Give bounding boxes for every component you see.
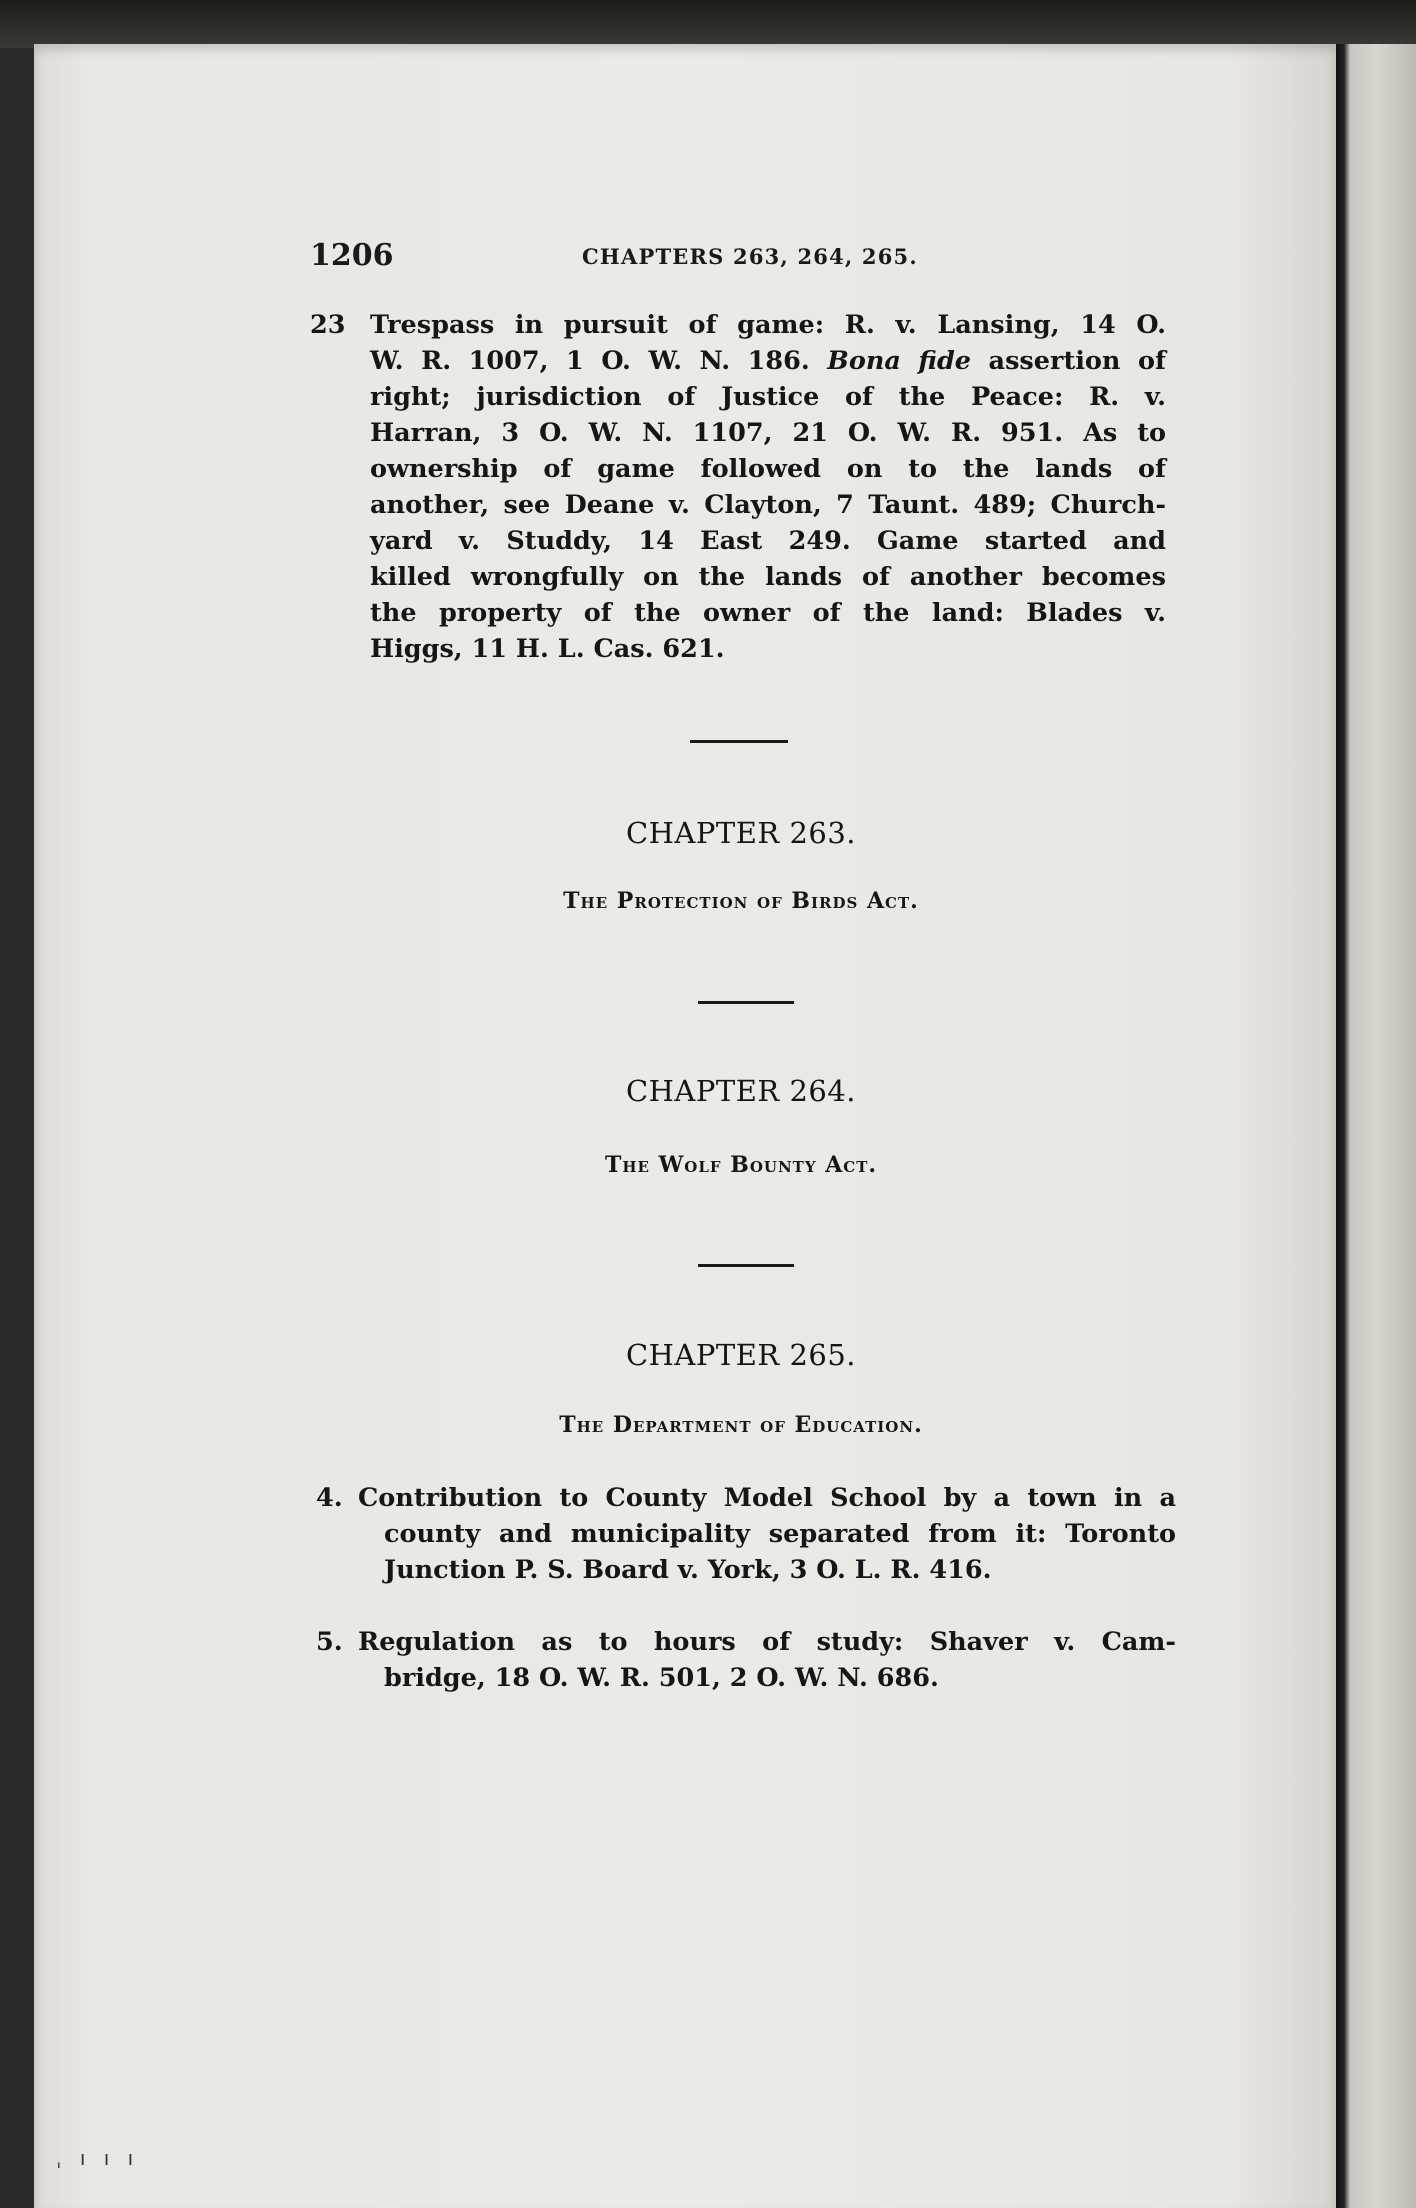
section-rule — [690, 740, 788, 743]
entry-line: killed wrongfully on the lands of another becomes — [370, 562, 1166, 592]
entry-line: Harran, 3 O. W. N. 1107, 21 O. W. R. 951. As to — [370, 418, 1166, 448]
page-number: 1206 — [310, 238, 394, 273]
entry-line: right; jurisdiction of Justice of the Peace: R. v. — [370, 382, 1166, 412]
scan-top-edge — [0, 0, 1416, 48]
running-head — [310, 238, 1172, 278]
entry-line: Trespass in pursuit of game: R. v. Lansing, 14 O. — [370, 310, 1166, 340]
section-rule — [698, 1001, 794, 1004]
entry-line: ownership of game followed on to the lands of — [370, 454, 1166, 484]
italic-phrase: Bona fide — [827, 346, 972, 376]
act-title: The Protection of Birds Act. — [563, 888, 919, 914]
entry-line: Higgs, 11 H. L. Cas. 621. — [370, 634, 725, 664]
chapter-heading: CHAPTER 264. — [625, 1074, 857, 1108]
act-title: The Department of Education. — [559, 1412, 923, 1438]
entry-number: 5. — [316, 1627, 343, 1657]
entry-line: county and municipality separated from it: Toronto — [384, 1519, 1176, 1549]
entry-number: 4. — [316, 1483, 343, 1513]
case-note-entry — [358, 1624, 1176, 1696]
entry-number: 23 — [310, 310, 346, 340]
case-note-entry — [358, 1480, 1176, 1588]
margin-marks: ˌ ı ı ı — [56, 2146, 140, 2170]
case-note-entry — [370, 307, 1166, 667]
act-title: The Wolf Bounty Act. — [604, 1152, 878, 1178]
chapter-heading: CHAPTER 263. — [625, 816, 857, 850]
chapter-heading: CHAPTER 265. — [625, 1338, 857, 1372]
entry-line: Junction P. S. Board v. York, 3 O. L. R. 416. — [384, 1555, 992, 1585]
entry-line: yard v. Studdy, 14 East 249. Game started and — [370, 526, 1166, 556]
entry-line: the property of the owner of the land: Blades v. — [370, 598, 1166, 628]
entry-line: bridge, 18 O. W. R. 501, 2 O. W. N. 686. — [384, 1663, 939, 1693]
entry-line: Contribution to County Model School by a town in a — [358, 1483, 1176, 1513]
entry-line-text: W. R. 1007, 1 O. W. N. 186. — [370, 346, 810, 376]
section-rule — [698, 1264, 794, 1267]
running-title: CHAPTERS 263, 264, 265. — [582, 244, 918, 269]
entry-line-text: assertion of — [988, 346, 1166, 376]
entry-line: another, see Deane v. Clayton, 7 Taunt. 489; Church- — [370, 490, 1166, 520]
entry-line: Regulation as to hours of study: Shaver v. Cam- — [358, 1627, 1176, 1657]
entry-line — [370, 343, 1166, 379]
page-edge — [1336, 44, 1416, 2208]
